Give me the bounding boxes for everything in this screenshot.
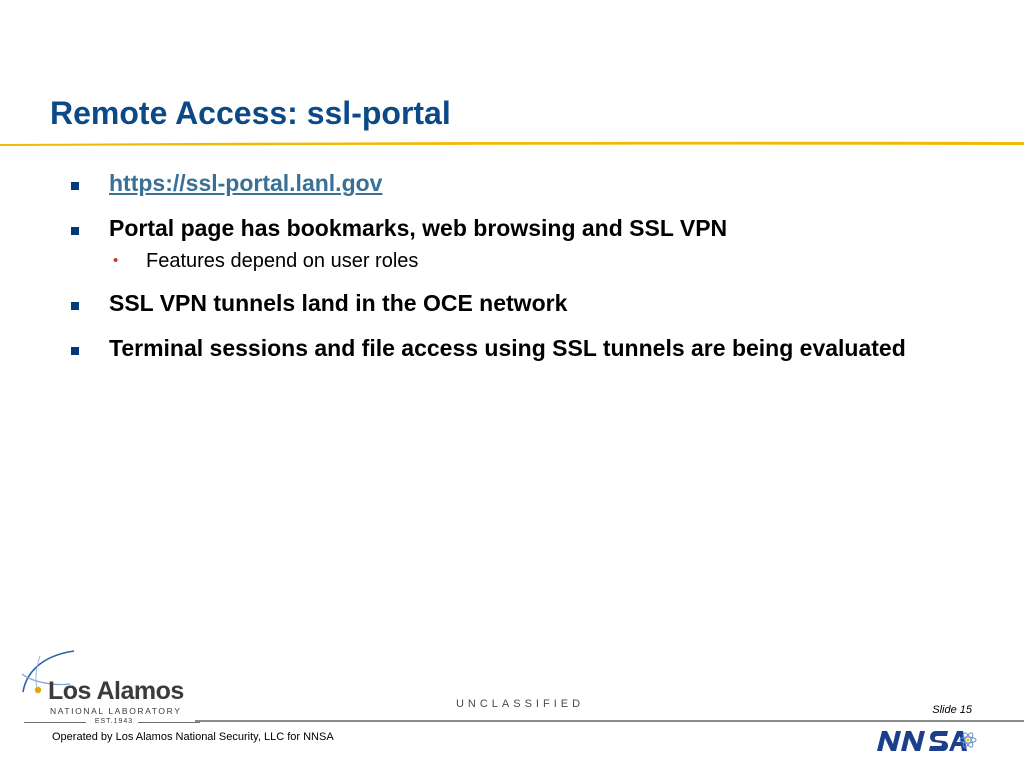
sub-bullet-list — [109, 248, 962, 274]
bullet-text: Portal page has bookmarks, web browsing and SSL VPN — [109, 215, 728, 241]
slide-number: Slide 15 — [932, 704, 972, 716]
bullet-list — [62, 168, 962, 378]
portal-url-link[interactable]: https://ssl-portal.lanl.gov — [109, 170, 383, 196]
footer-rule — [195, 720, 1024, 722]
nnsa-logo-icon — [873, 729, 977, 753]
lanl-logo — [20, 648, 210, 728]
square-bullet-icon — [71, 347, 79, 355]
divider — [138, 722, 200, 723]
lanl-established: EST.1943 — [94, 718, 134, 725]
title-accent-rule — [0, 138, 1024, 148]
sub-bullet-item — [109, 248, 962, 274]
square-bullet-icon — [71, 227, 79, 235]
bullet-item-portal-url — [62, 168, 962, 199]
bullet-item-portal-page — [62, 213, 962, 274]
lanl-subtitle: NATIONAL LABORATORY — [50, 706, 182, 716]
square-bullet-icon — [71, 182, 79, 190]
operated-by-text: Operated by Los Alamos National Security, LLC for NNSA — [52, 731, 334, 743]
bullet-text: SSL VPN tunnels land in the OCE network — [109, 290, 568, 316]
bullet-item-terminal-sessions — [62, 333, 962, 364]
slide-title: Remote Access: ssl-portal — [50, 95, 451, 131]
dot-bullet-icon: • — [113, 252, 119, 269]
divider — [24, 722, 86, 723]
lanl-name: Los Alamos — [48, 677, 184, 705]
bullet-text: Terminal sessions and file access using SSL tunnels are being evaluated — [109, 335, 906, 361]
lanl-est-row — [24, 717, 204, 727]
bullet-item-vpn-tunnels — [62, 288, 962, 319]
classification-label: UNCLASSIFIED — [455, 698, 585, 710]
sub-bullet-text: Features depend on user roles — [146, 250, 419, 272]
square-bullet-icon — [71, 302, 79, 310]
